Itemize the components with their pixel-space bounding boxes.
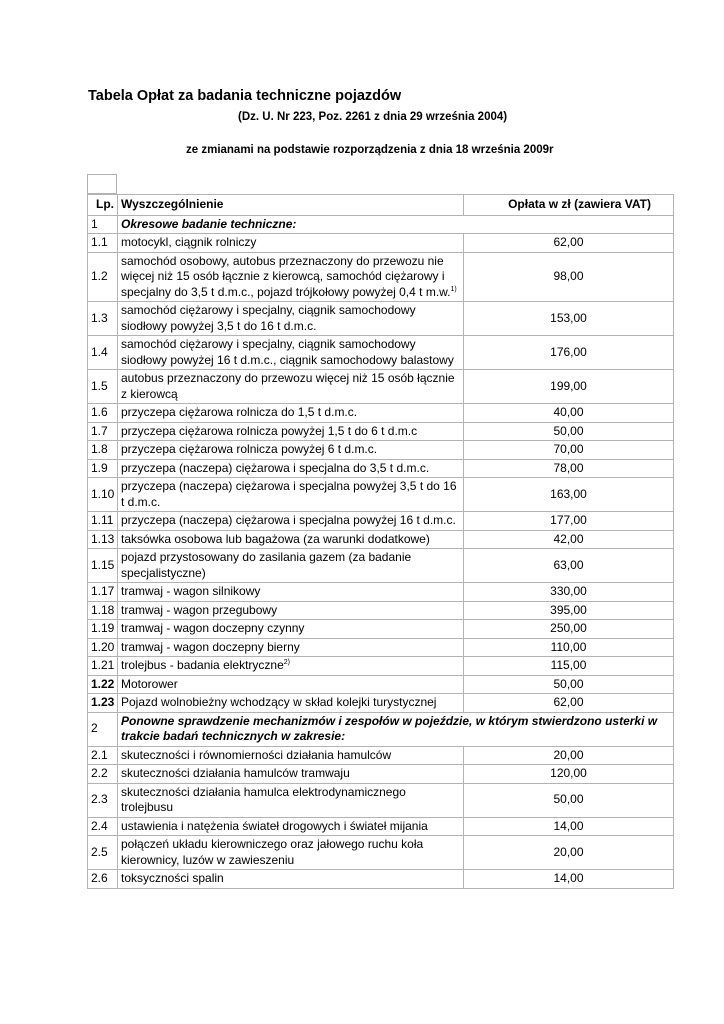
row-description [118, 620, 464, 639]
table-row [88, 530, 674, 549]
column-header-description: Wyszczególnienie [118, 195, 464, 216]
row-description-text: samochód ciężarowy i specjalny, ciągnik samochodowy siodłowy powyżej 3,5 t do 16 t d.m.c. [121, 303, 416, 333]
row-description-text: pojazd przystosowany do zasilania gazem (za badanie specjalistyczne) [121, 550, 412, 580]
table-row [88, 549, 674, 583]
row-number: 1.11 [88, 512, 118, 531]
row-number: 1.13 [88, 530, 118, 549]
row-fee: 63,00 [464, 549, 674, 583]
section-row [88, 712, 674, 746]
row-fee: 50,00 [464, 422, 674, 441]
row-description [118, 441, 464, 460]
row-description [118, 583, 464, 602]
row-description [118, 712, 674, 746]
row-description-text: taksówka osobowa lub bagażowa (za warunki dodatkowe) [121, 531, 430, 546]
row-description [118, 422, 464, 441]
row-fee: 153,00 [464, 302, 674, 336]
row-description-text: przyczepa (naczepa) ciężarowa i specjalna do 3,5 t d.m.c. [121, 460, 430, 475]
table-row [88, 694, 674, 713]
row-number: 1.4 [88, 336, 118, 370]
footnote-marker: 1) [450, 285, 457, 293]
table-row [88, 336, 674, 370]
row-description [118, 512, 464, 531]
row-description-text: toksyczności spalin [121, 871, 224, 885]
row-description [118, 234, 464, 253]
table-row [88, 601, 674, 620]
fee-table [87, 194, 674, 889]
row-number: 2.3 [88, 783, 118, 817]
table-row [88, 234, 674, 253]
row-description-text: autobus przeznaczony do przewozu więcej niż 15 osób łącznie z kierowcą [121, 371, 455, 401]
row-description-text: przyczepa (naczepa) ciężarowa i specjalna powyżej 3,5 t do 16 t d.m.c. [121, 479, 457, 509]
row-fee: 110,00 [464, 638, 674, 657]
row-description-text: samochód ciężarowy i specjalny, ciągnik samochodowy siodłowy powyżej 16 t d.m.c., ciągnik samochodowy balastowy [121, 337, 454, 367]
row-fee: 50,00 [464, 783, 674, 817]
row-number: 1.1 [88, 234, 118, 253]
row-fee: 199,00 [464, 370, 674, 404]
row-fee: 62,00 [464, 234, 674, 253]
column-header-lp: Lp. [88, 195, 118, 216]
row-description-text: połączeń układu kierowniczego oraz jałowego ruchu koła kierownicy, luzów w zawieszeniu [121, 837, 424, 867]
row-description [118, 638, 464, 657]
row-number: 2.1 [88, 746, 118, 765]
row-fee: 14,00 [464, 870, 674, 889]
row-description-text: przyczepa ciężarowa rolnicza powyżej 1,5 t do 6 t d.m.c [121, 423, 418, 438]
row-number: 2.6 [88, 870, 118, 889]
table-row [88, 817, 674, 836]
row-description [118, 783, 464, 817]
row-fee: 70,00 [464, 441, 674, 460]
page-title: Tabela Opłat za badania techniczne pojazdów [88, 88, 402, 104]
row-description-text: ustawienia i natężenia świateł drogowych i świateł mijania [121, 818, 428, 833]
row-fee: 176,00 [464, 336, 674, 370]
row-fee: 20,00 [464, 836, 674, 870]
row-number: 1.8 [88, 441, 118, 460]
row-fee: 98,00 [464, 252, 674, 302]
row-fee: 20,00 [464, 746, 674, 765]
row-description-text: motocykl, ciągnik rolniczy [121, 235, 257, 249]
row-number: 1.15 [88, 549, 118, 583]
table-row [88, 620, 674, 639]
row-description [118, 370, 464, 404]
row-description [118, 302, 464, 336]
row-fee: 14,00 [464, 817, 674, 836]
row-description [118, 530, 464, 549]
column-header-fee: Opłata w zł (zawiera VAT) [464, 195, 674, 216]
row-fee: 115,00 [464, 657, 674, 676]
row-description [118, 675, 464, 694]
row-description-text: tramwaj - wagon silnikowy [121, 584, 261, 598]
row-number: 2.2 [88, 765, 118, 784]
table-row [88, 836, 674, 870]
row-fee: 50,00 [464, 675, 674, 694]
row-number: 1.5 [88, 370, 118, 404]
table-row [88, 441, 674, 460]
row-fee: 42,00 [464, 530, 674, 549]
footnote-marker: 2) [283, 659, 290, 666]
table-row [88, 746, 674, 765]
row-fee: 120,00 [464, 765, 674, 784]
section-row [88, 215, 674, 234]
table-row [88, 675, 674, 694]
row-number: 2 [88, 712, 118, 746]
row-description-text: przyczepa ciężarowa rolnicza do 1,5 t d.m.c. [121, 405, 358, 419]
row-description-text: Motorower [121, 676, 178, 691]
table-row [88, 870, 674, 889]
table-header-row [88, 195, 674, 216]
row-description [118, 215, 674, 234]
row-number: 1.21 [88, 657, 118, 676]
row-description [118, 404, 464, 423]
table-spacer-cell [87, 174, 117, 194]
row-description-text: tramwaj - wagon doczepny bierny [121, 639, 300, 654]
row-description [118, 549, 464, 583]
table-row [88, 583, 674, 602]
row-description-text: skuteczności działania hamulców tramwaju [121, 766, 350, 780]
row-number: 1.3 [88, 302, 118, 336]
row-number: 1.9 [88, 459, 118, 478]
row-number: 1.23 [88, 694, 118, 713]
table-row [88, 512, 674, 531]
row-number: 1.2 [88, 252, 118, 302]
legal-reference: (Dz. U. Nr 223, Poz. 2261 z dnia 29 września 2004) [238, 111, 508, 123]
row-number: 1.18 [88, 601, 118, 620]
table-row [88, 404, 674, 423]
row-number: 1 [88, 215, 118, 234]
row-fee: 78,00 [464, 459, 674, 478]
row-number: 1.20 [88, 638, 118, 657]
row-description [118, 252, 464, 302]
row-number: 2.5 [88, 836, 118, 870]
row-description-text: Okresowe badanie techniczne: [121, 216, 297, 231]
row-description-text: skuteczności działania hamulca elektrodynamicznego trolejbusu [121, 784, 406, 814]
table-row [88, 657, 674, 676]
table-row [88, 252, 674, 302]
table-row [88, 478, 674, 512]
row-description [118, 817, 464, 836]
table-row [88, 370, 674, 404]
row-description [118, 459, 464, 478]
row-description [118, 601, 464, 620]
row-description [118, 657, 464, 676]
table-row [88, 422, 674, 441]
row-fee: 62,00 [464, 694, 674, 713]
row-number: 1.19 [88, 620, 118, 639]
table-row [88, 783, 674, 817]
row-description [118, 746, 464, 765]
amendment-note: ze zmianami na podstawie rozporządzenia z dnia 18 września 2009r [186, 144, 554, 156]
row-description-text: samochód osobowy, autobus przeznaczony do przewozu nie więcej niż 15 osób łącznie z kierowcą, samochód ciężarowy i specjalny do 3,5 t d.m.c., pojazd trójkołowy powyżej 0,4 t m.w. [121, 253, 451, 299]
row-description [118, 336, 464, 370]
row-description [118, 765, 464, 784]
row-fee: 163,00 [464, 478, 674, 512]
table-row [88, 459, 674, 478]
row-description-text: trolejbus - badania elektryczne [121, 658, 284, 672]
row-number: 1.22 [88, 675, 118, 694]
row-fee: 330,00 [464, 583, 674, 602]
row-number: 1.17 [88, 583, 118, 602]
row-fee: 395,00 [464, 601, 674, 620]
row-description [118, 694, 464, 713]
row-description-text: przyczepa ciężarowa rolnicza powyżej 6 t d.m.c. [121, 442, 378, 456]
table-row [88, 302, 674, 336]
row-description [118, 478, 464, 512]
row-number: 1.10 [88, 478, 118, 512]
row-description [118, 870, 464, 889]
row-description-text: Pojazd wolnobieżny wchodzący w skład kolejki turystycznej [121, 695, 437, 709]
row-description-text: tramwaj - wagon przegubowy [121, 602, 278, 617]
row-description-text: tramwaj - wagon doczepny czynny [121, 621, 305, 635]
row-description-text: Ponowne sprawdzenie mechanizmów i zespołów w pojeździe, w którym stwierdzono usterki w trakcie badań technicznych w zakresie: [121, 713, 658, 743]
row-fee: 40,00 [464, 404, 674, 423]
table-row [88, 765, 674, 784]
row-description [118, 836, 464, 870]
row-description-text: skuteczności i równomierności działania hamulców [121, 747, 392, 762]
row-number: 2.4 [88, 817, 118, 836]
row-number: 1.7 [88, 422, 118, 441]
row-description-text: przyczepa (naczepa) ciężarowa i specjalna powyżej 16 t d.m.c. [121, 513, 456, 527]
table-row [88, 638, 674, 657]
row-number: 1.6 [88, 404, 118, 423]
row-fee: 177,00 [464, 512, 674, 531]
row-fee: 250,00 [464, 620, 674, 639]
